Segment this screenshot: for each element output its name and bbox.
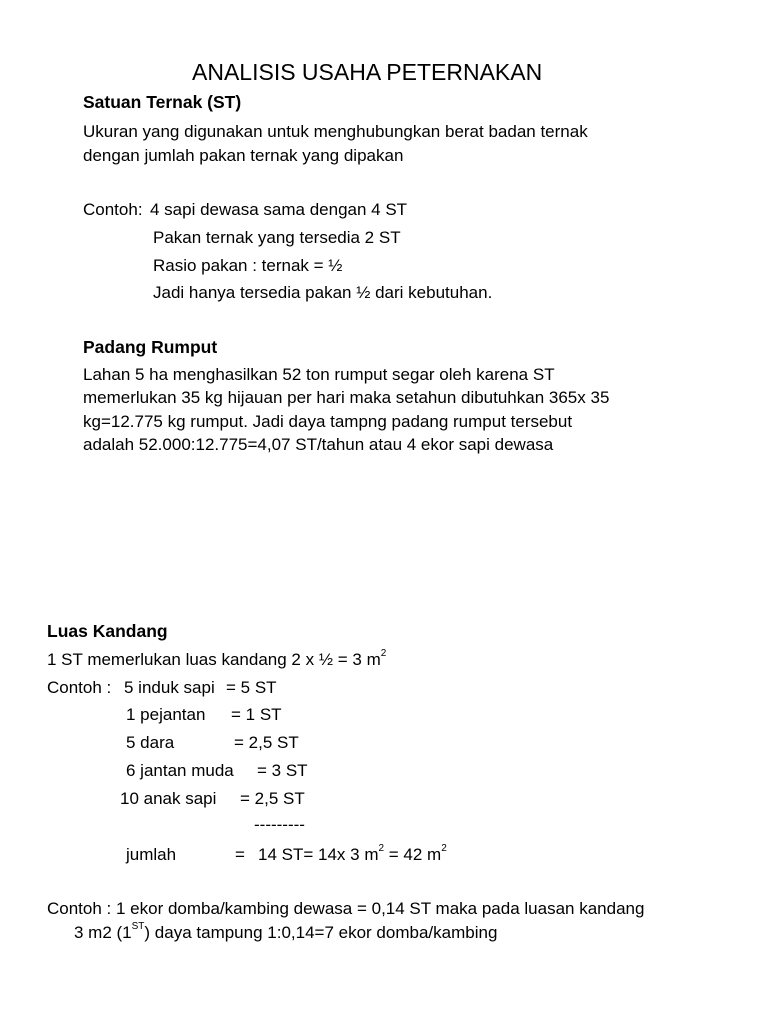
kandang-row-item: 6 jantan muda	[126, 761, 234, 780]
paragraph-line: Ukuran yang digunakan untuk menghubungkan berat badan ternak	[83, 122, 588, 141]
paragraph-line: dengan jumlah pakan ternak yang dipakan	[83, 146, 404, 165]
paragraph-line: memerlukan 35 kg hijauan per hari maka setahun dibutuhkan 365x 35	[83, 388, 610, 407]
domba-text: ) daya tampung 1:0,14=7 ekor domba/kambing	[144, 923, 498, 942]
domba-text: 3 m2 (1	[74, 923, 132, 942]
kandang-row-value: = 1 ST	[231, 705, 282, 724]
section-heading-luas-kandang: Luas Kandang	[47, 621, 168, 641]
example-line: Pakan ternak yang tersedia 2 ST	[153, 228, 401, 247]
kandang-rule-line	[47, 648, 387, 669]
example-line: Jadi hanya tersedia pakan ½ dari kebutuhan.	[153, 283, 493, 302]
total-value-part: = 42 m	[384, 845, 442, 864]
contoh-label: Contoh :	[47, 678, 112, 697]
paragraph-line: kg=12.775 kg rumput. Jadi daya tampng padang rumput tersebut	[83, 412, 573, 431]
kandang-rule-text: 1 ST memerlukan luas kandang 2 x ½ = 3 m	[47, 650, 381, 669]
kandang-row-value: = 2,5 ST	[240, 789, 305, 808]
kandang-row-item: 5 dara	[126, 733, 175, 752]
total-label: jumlah	[126, 845, 177, 864]
kandang-row-item: 1 pejantan	[126, 705, 206, 724]
superscript: 2	[378, 843, 385, 854]
kandang-row-item: 10 anak sapi	[120, 789, 217, 808]
example-line: Rasio pakan : ternak = ½	[153, 256, 343, 275]
total-value	[258, 843, 447, 864]
domba-example-line: Contoh : 1 ekor domba/kambing dewasa = 0,14 ST maka pada luasan kandang	[47, 899, 645, 918]
example-line: 4 sapi dewasa sama dengan 4 ST	[150, 200, 408, 219]
total-equals: =	[235, 845, 245, 864]
superscript: 2	[380, 648, 387, 659]
kandang-row-value: = 3 ST	[257, 761, 308, 780]
section-heading-padang-rumput: Padang Rumput	[83, 337, 218, 357]
superscript: 2	[441, 843, 447, 854]
example-label: Contoh:	[83, 200, 143, 219]
total-value-part: 14 ST= 14x 3 m	[258, 845, 379, 864]
superscript: ST	[131, 921, 145, 932]
page-title: ANALISIS USAHA PETERNAKAN	[192, 59, 543, 85]
domba-example-line	[74, 921, 498, 942]
kandang-row-value: = 5 ST	[226, 678, 277, 697]
sum-divider: ---------	[254, 815, 305, 834]
section-heading-satuan-ternak: Satuan Ternak (ST)	[83, 92, 242, 112]
paragraph-line: adalah 52.000:12.775=4,07 ST/tahun atau 4 ekor sapi dewasa	[83, 435, 554, 454]
kandang-row-item: 5 induk sapi	[124, 678, 215, 697]
paragraph-line: Lahan 5 ha menghasilkan 52 ton rumput segar oleh karena ST	[83, 365, 555, 384]
kandang-row-value: = 2,5 ST	[234, 733, 299, 752]
